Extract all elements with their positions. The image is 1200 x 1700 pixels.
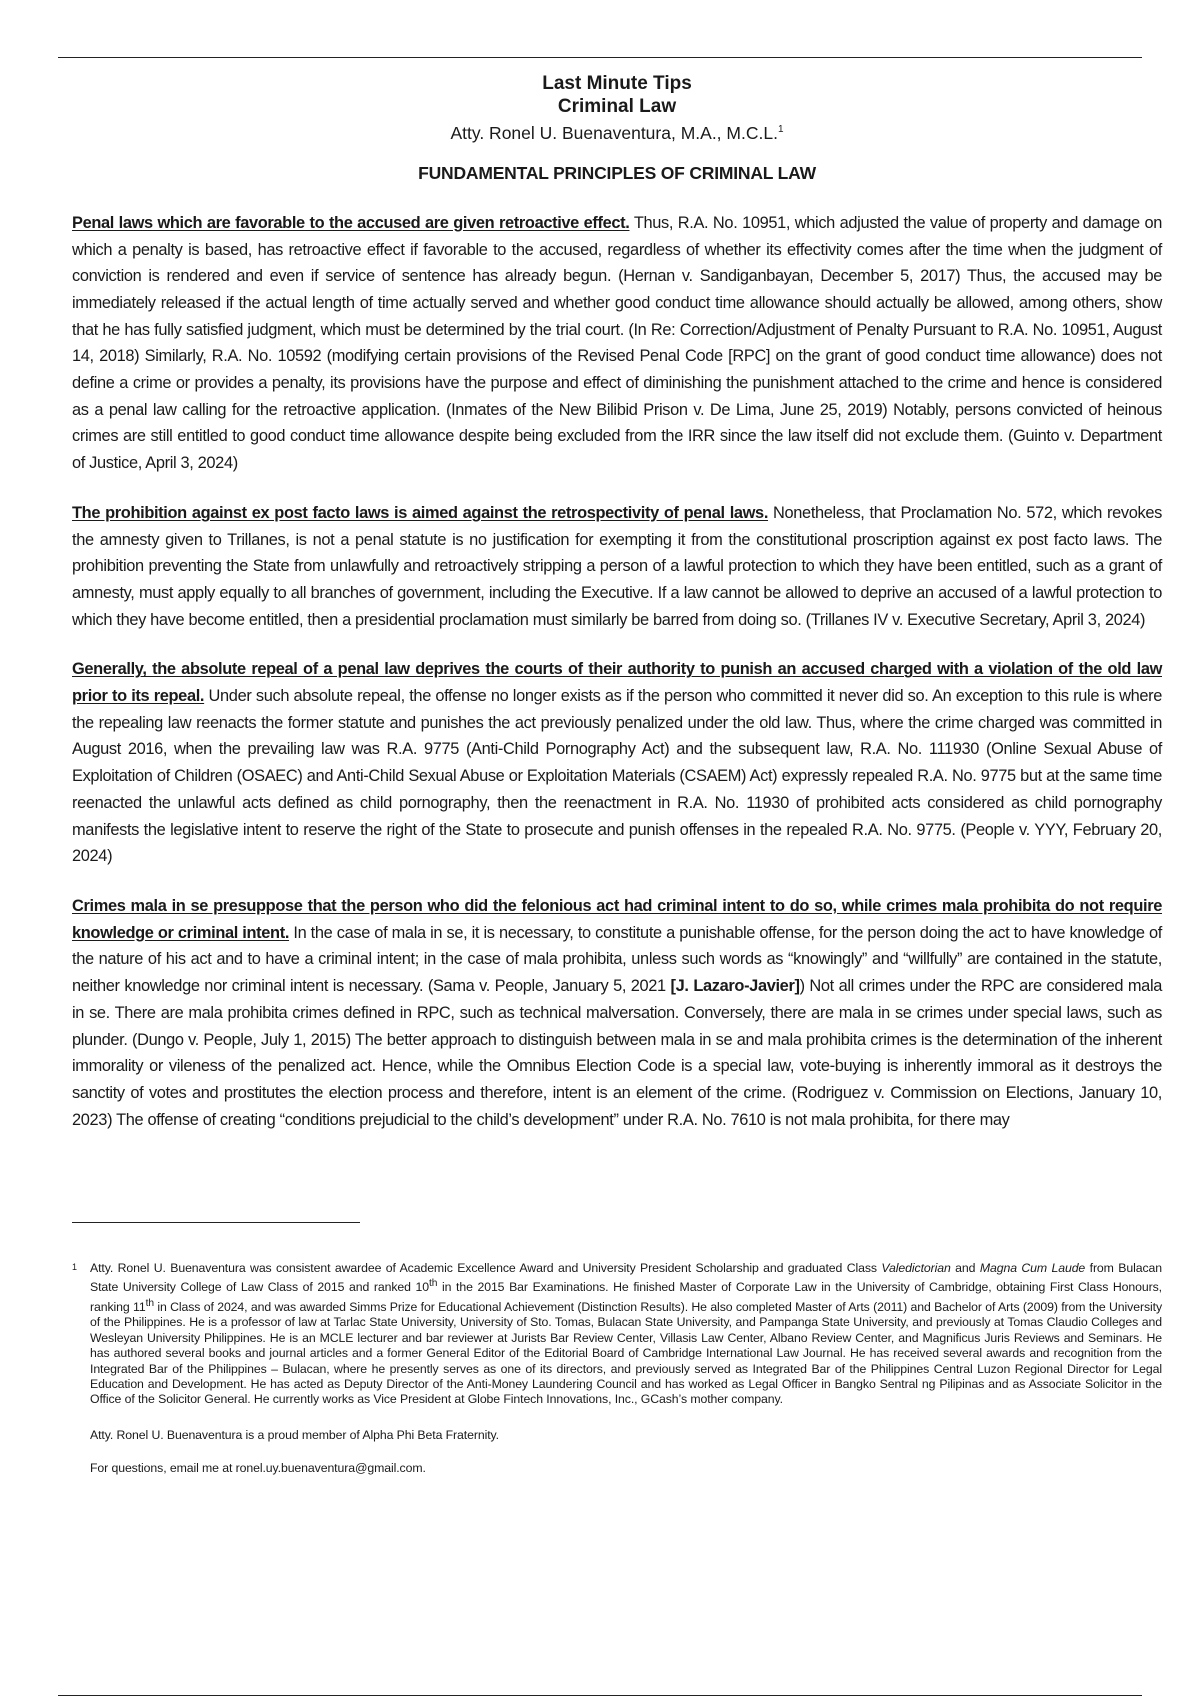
- footnote-italic: Magna Cum Laude: [979, 1261, 1086, 1275]
- paragraph-absolute-repeal: [72, 656, 1162, 870]
- footnote-text: from Bulacan State University College of Law Class of 2015 and ranked 10: [90, 1261, 1162, 1295]
- document-title: Last Minute Tips: [542, 73, 692, 94]
- paragraph-body: In the case of mala in se, it is necessary, to constitute a punishable offense, for the person doing the act to have knowledge of the nature of his act and to have a criminal intent; in the case of mala prohibita, unless such words as “knowingly” and “willfully” are contained in the statute, neither knowledge nor criminal intent is necessary. (Sama v. People, January 5, 2021: [72, 923, 1162, 996]
- paragraph-mala-in-se: [72, 893, 1162, 1133]
- paragraph-lead: Generally, the absolute repeal of a penal law deprives the courts of their authority to punish an accused charged with a violation of the old law prior to its repeal.: [72, 660, 1162, 706]
- header-rule: [58, 57, 1142, 58]
- footnote-contact: For questions, email me at ronel.uy.buenaventura@gmail.com.: [90, 1461, 426, 1476]
- justice-citation: [J. Lazaro-Javier]: [670, 977, 800, 996]
- footnote-separator: [72, 1222, 360, 1223]
- author-name: Atty. Ronel U. Buenaventura, M.A., M.C.L.: [450, 122, 778, 143]
- footnote-mark: 1: [72, 1262, 77, 1272]
- footer-rule: [58, 1695, 1142, 1696]
- document-subject: Criminal Law: [557, 96, 677, 117]
- document-header: [72, 72, 1162, 145]
- section-title: FUNDAMENTAL PRINCIPLES OF CRIMINAL LAW: [418, 162, 816, 183]
- footnote-fraternity: Atty. Ronel U. Buenaventura is a proud member of Alpha Phi Beta Fraternity.: [90, 1427, 499, 1442]
- paragraph-ex-post-facto: [72, 500, 1162, 634]
- paragraph-retroactivity: [72, 210, 1162, 477]
- footnote-bio: [90, 1261, 1162, 1408]
- footnote-1: [72, 1261, 1162, 1408]
- author-footnote-mark: 1: [777, 124, 784, 135]
- footnote-italic: Valedictorian: [881, 1261, 951, 1275]
- paragraph-lead: Crimes mala in se presuppose that the person who did the felonious act had criminal intent to do so, while crimes mala prohibita do not require knowledge or criminal intent.: [72, 897, 1162, 942]
- paragraph-body: Thus, R.A. No. 10951, which adjusted the value of property and damage on which a penalty is based, has retroactive effect if favorable to the accused, regardless of whether its effectivity comes after the time when the judgment of conviction is rendered and even if service of sentence has already begun. (Hernan v. Sandiganbayan, December 5, 2017) Thus, the accused may be immediately released if the actual length of time actually served and whether good conduct time allowance should actually be allowed, among others, show that he has fully satisfied judgment, which must be determined by the trial court. (In Re: Correction/Adjustment of Penalty Pursuant to R.A. No. 10951, August 14, 2018) Similarly, R.A. No. 10592 (modifying certain provisions of the Revised Penal Code [RPC] on the grant of good conduct time allowance) does not define a crime or provides a penalty, its provisions have the purpose and effect of diminishing the punishment attached to the crime and hence is considered as a penal law calling for the retroactive application. (Inmates of the New Bilibid Prison v. De Lima, June 25, 2019) Notably, persons convicted of heinous crimes are still entitled to good conduct time allowance despite being excluded from the IRR since the law itself did not exclude them. (Guinto v. Department of Justice, April 3, 2024): [72, 213, 1162, 473]
- document-author: [72, 118, 1162, 145]
- document-page: [72, 72, 1162, 1156]
- footnote-text: and: [950, 1261, 980, 1275]
- footnote-text: in the 2015 Bar Examinations. He finished Master of Corporate Law in the University of Cambridge, obtaining First Class Honours, ranking 11: [90, 1280, 1162, 1314]
- ordinal-suffix: th: [428, 1278, 438, 1290]
- footnotes: [72, 1261, 1162, 1477]
- ordinal-suffix: th: [145, 1297, 154, 1309]
- paragraph-lead: Penal laws which are favorable to the accused are given retroactive effect.: [72, 213, 630, 232]
- paragraph-body: Under such absolute repeal, the offense no longer exists as if the person who committed it never did so. An exception to this rule is where the repealing law reenacts the former statute and punishes the act previously penalized under the old law. Thus, where the crime charged was committed in August 2016, when the prevailing law was R.A. 9775 (Anti-Child Pornography Act) and the subsequent law, R.A. No. 111930 (Online Sexual Abuse of Exploitation of Children (OSAEC) and Anti-Child Sexual Abuse or Exploitation Materials (CSAEM) Act) expressly repealed R.A. No. 9775 but at the same time reenacted the unlawful acts defined as child pornography, then the reenactment in R.A. No. 11930 of prohibited acts considered as child pornography manifests the legislative intent to reserve the right of the State to prosecute and punish offenses in the repealed R.A. No. 9775. (People v. YYY, February 20, 2024): [72, 687, 1162, 866]
- footnote-text: Atty. Ronel U. Buenaventura was consistent awardee of Academic Excellence Award and University President Scholarship and graduated Class: [90, 1261, 882, 1275]
- paragraph-body: Nonetheless, that Proclamation No. 572, which revokes the amnesty given to Trillanes, is not a penal statute is no justification for exempting it from the constitutional proscription against ex post facto laws. The prohibition preventing the State from unlawfully and retroactively stripping a person of a lawful protection to which they have been entitled, such as a grant of amnesty, must apply equally to all branches of government, including the Executive. If a law cannot be allowed to deprive an accused of a lawful protection to which they have become entitled, then a presidential proclamation must similarly be barred from doing so. (Trillanes IV v. Executive Secretary, April 3, 2024): [72, 503, 1162, 629]
- paragraph-body-continued: ) Not all crimes under the RPC are considered mala in se. There are mala prohibita crimes defined in RPC, such as technical malversation. Conversely, there are mala in se crimes under special laws, such as plunder. (Dungo v. People, July 1, 2015) The better approach to distinguish between mala in se and mala prohibita crimes is the determination of the inherent immorality or vileness of the penalized act. Hence, while the Omnibus Election Code is a special law, vote-buying is inherently immoral as it destroys the sanctity of votes and prostitutes the election process and therefore, intent is an element of the crime. (Rodriguez v. Commission on Elections, January 10, 2023) The offense of creating “conditions prejudicial to the child’s development” under R.A. No. 7610 is not mala prohibita, for there may: [72, 977, 1163, 1129]
- footnote-text: in Class of 2024, and was awarded Simms Prize for Educational Achievement (Distinction Results). He also completed Master of Arts (2011) and Bachelor of Arts (2009) from the University of the Philippines. He is a professor of law at Tarlac State University, University of Sto. Tomas, Bulacan State University, and Pampanga State University, and previously at Tomas Claudio Colleges and Wesleyan University Philippines. He is an MCLE lecturer and bar reviewer at Jurists Bar Review Center, Villasis Law Center, Albano Review Center, and Magnificus Juris Reviews and Seminars. He has authored several books and journal articles and a former General Editor of the Editorial Board of Cambridge International Law Journal. He has received several awards and recognition from the Integrated Bar of the Philippines – Bulacan, where he presently serves as one of its directors, and previously served as Integrated Bar of the Philippines Central Luzon Regional Director for Legal Education and Development. He has acted as Deputy Director of the Anti-Money Laundering Council and has worked as Legal Officer in Bangko Sentral ng Pilipinas and as Associate Solicitor in the Office of the Solicitor General. He currently works as Vice President at Globe Fintech Innovations, Inc., GCash’s mother company.: [90, 1300, 1162, 1407]
- paragraph-lead: The prohibition against ex post facto laws is aimed against the retrospectivity of penal laws.: [72, 503, 769, 522]
